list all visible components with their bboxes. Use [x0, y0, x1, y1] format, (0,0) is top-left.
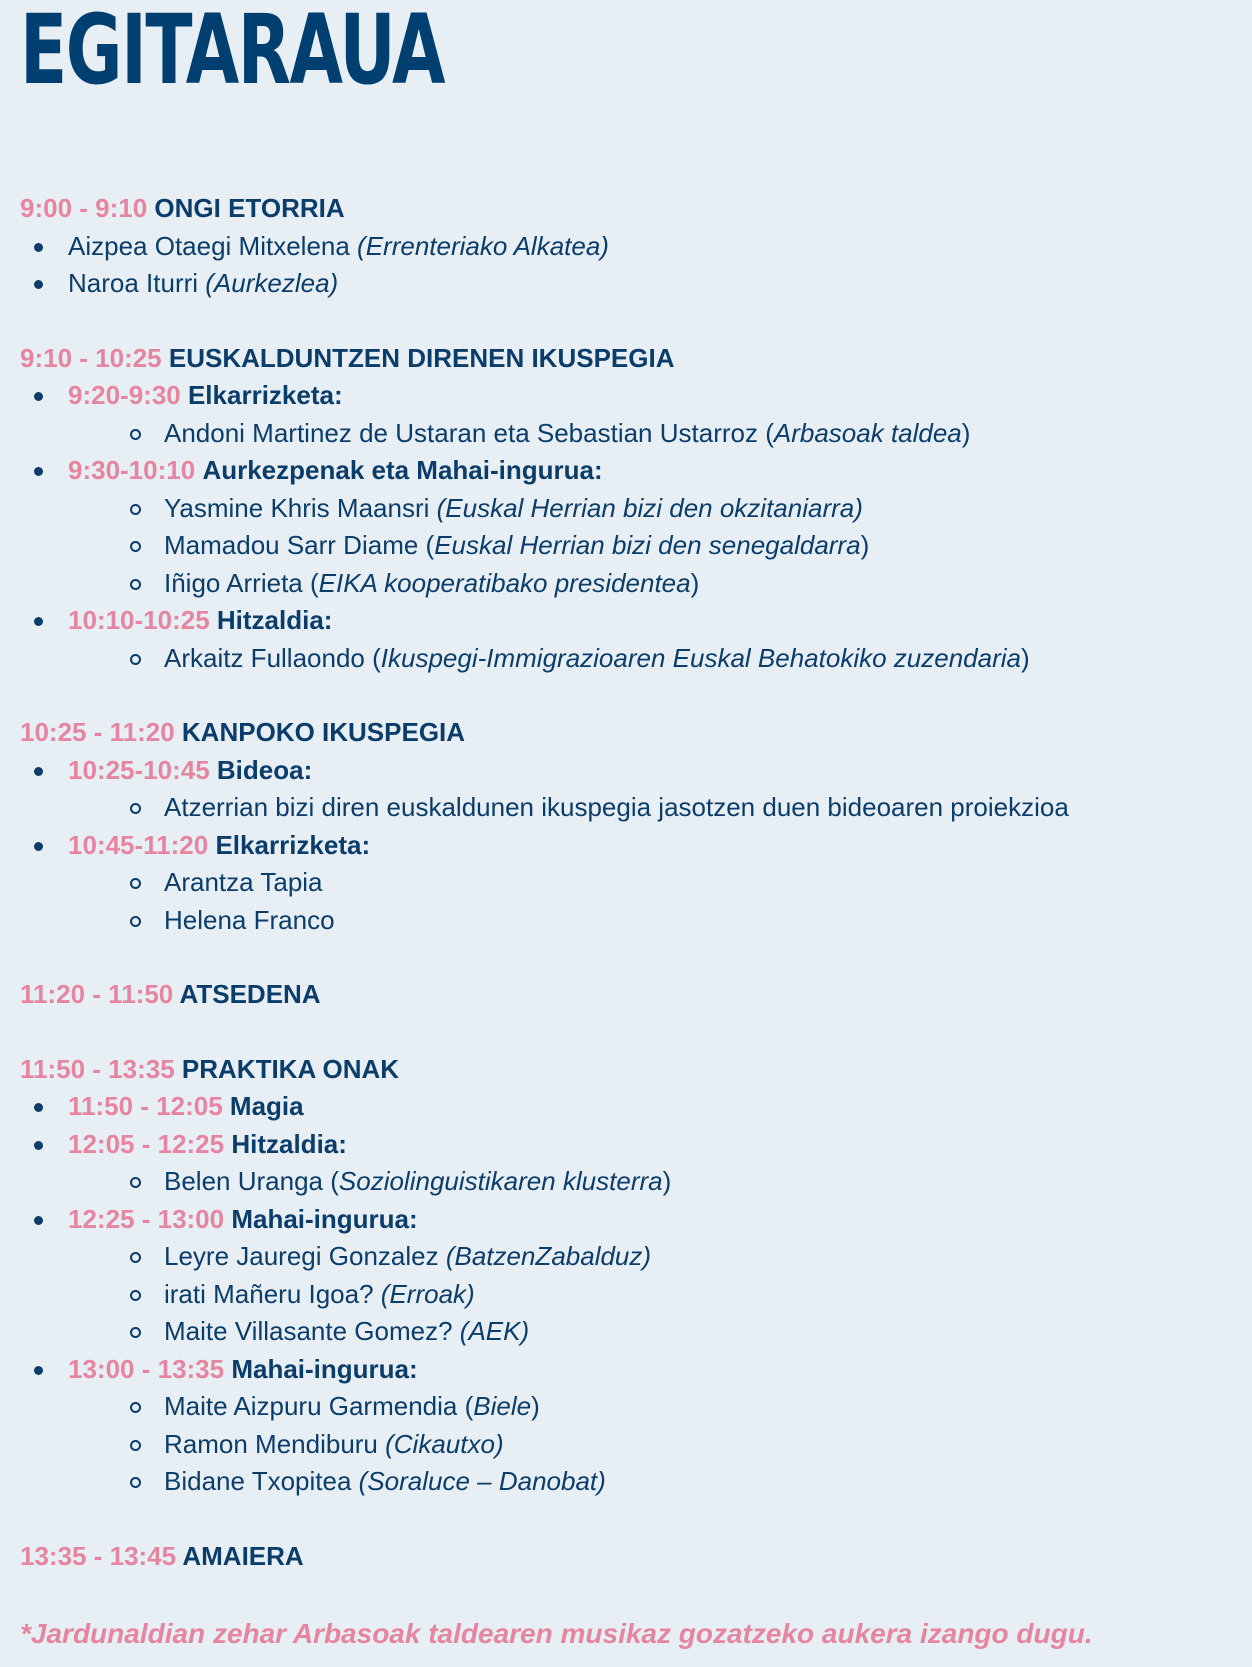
participant-name: Aizpea Otaegi Mitxelena — [68, 230, 358, 261]
session-list — [20, 1088, 1240, 1501]
session-time: 9:20-9:30 — [68, 380, 181, 410]
session-item — [20, 827, 1240, 940]
session-title: Hitzaldia: — [231, 1128, 347, 1159]
participant-close: ) — [662, 1166, 672, 1196]
section-heading — [20, 714, 1240, 752]
participant-item — [68, 415, 1240, 453]
section-title: AMAIERA — [182, 1540, 304, 1571]
section-time: 11:50 - 13:35 — [20, 1053, 175, 1084]
participant-role: Biele — [473, 1391, 532, 1421]
section-title: ATSEDENA — [179, 979, 321, 1009]
participant-item — [68, 1463, 1240, 1501]
participant-close: ) — [690, 567, 700, 598]
participant-list — [68, 415, 1240, 453]
schedule-section — [20, 976, 1240, 1014]
section-heading — [20, 190, 1240, 228]
participant-name: Naroa Iturri — [68, 268, 206, 298]
session-item — [20, 377, 1240, 452]
session-list — [20, 377, 1240, 677]
participant-close: ) — [961, 417, 971, 448]
participant-role: (Erroak) — [380, 1278, 475, 1309]
section-title: ONGI ETORRIA — [154, 193, 345, 223]
session-item — [20, 1126, 1240, 1201]
participant-list — [68, 864, 1240, 939]
participant-name: Ramon Mendiburu — [164, 1428, 386, 1459]
participant-item — [68, 1163, 1240, 1201]
participant-item — [68, 1426, 1240, 1464]
participant-item — [68, 565, 1240, 603]
session-time: 13:00 - 13:35 — [68, 1353, 225, 1384]
participant-item — [20, 228, 1240, 266]
section-heading — [20, 340, 1240, 378]
schedule-section — [20, 190, 1240, 303]
footnote: *Jardunaldian zehar Arbasoak taldearen musikaz gozatzeko aukera izango dugu. — [20, 1618, 1093, 1649]
page-title: EGITARAUA — [20, 0, 445, 106]
participant-role: Ikuspegi-Immigrazioaren Euskal Behatokiko zuzendaria — [380, 642, 1021, 673]
participant-name: Arkaitz Fullaondo ( — [164, 642, 381, 673]
participant-list — [68, 789, 1240, 827]
session-time: 10:25-10:45 — [68, 754, 210, 785]
participant-name: Iñigo Arrieta ( — [164, 567, 319, 598]
schedule-section — [20, 340, 1240, 678]
session-list — [20, 752, 1240, 940]
participant-role: (Soraluce – Danobat) — [358, 1466, 606, 1496]
participant-role: EIKA kooperatibako presidentea — [318, 567, 691, 598]
participant-close: ) — [860, 530, 870, 560]
participant-name: Andoni Martinez de Ustaran eta Sebastian Ustarroz ( — [164, 417, 774, 448]
participant-name: Maite Aizpuru Garmendia ( — [164, 1391, 474, 1421]
session-time: 12:25 - 13:00 — [68, 1203, 225, 1234]
participant-name: Maite Villasante Gomez? — [164, 1316, 460, 1346]
participant-item — [68, 1388, 1240, 1426]
participant-name: Helena Franco — [164, 904, 335, 935]
participant-name: Arantza Tapia — [164, 867, 323, 897]
participant-name: Yasmine Khris Maansri — [164, 492, 437, 523]
participant-role: Soziolinguistikaren klusterra — [338, 1166, 663, 1196]
section-heading — [20, 976, 1240, 1014]
schedule-section — [20, 714, 1240, 939]
participant-name: irati Mañeru Igoa? — [164, 1278, 381, 1309]
participant-list — [68, 1163, 1240, 1201]
section-title: KANPOKO IKUSPEGIA — [181, 717, 466, 747]
section-heading — [20, 1538, 1240, 1576]
participant-list — [68, 1238, 1240, 1351]
session-item — [20, 1201, 1240, 1351]
session-title: Mahai-ingurua: — [231, 1203, 418, 1234]
section-time: 10:25 - 11:20 — [20, 717, 175, 747]
schedule — [20, 190, 1240, 1612]
section-time: 9:00 - 9:10 — [20, 193, 148, 223]
participant-role: Euskal Herrian bizi den senegaldarra — [434, 530, 861, 560]
participant-close: ) — [531, 1391, 540, 1421]
participant-item — [68, 902, 1240, 940]
participant-list — [68, 490, 1240, 603]
session-item — [20, 1088, 1240, 1126]
participant-name: Leyre Jauregi Gonzalez — [164, 1241, 446, 1271]
participant-close: ) — [1020, 642, 1030, 673]
session-item — [20, 602, 1240, 677]
participant-role: (AEK) — [459, 1316, 530, 1346]
section-heading — [20, 1051, 1240, 1089]
participant-role: (Aurkezlea) — [205, 268, 339, 298]
participant-item — [68, 1238, 1240, 1276]
section-time: 9:10 - 10:25 — [20, 342, 162, 373]
participant-item — [68, 490, 1240, 528]
participant-name: Belen Uranga ( — [164, 1166, 339, 1196]
participant-name: Atzerrian bizi diren euskaldunen ikuspegia jasotzen duen bideoaren proiekzioa — [164, 792, 1069, 822]
participant-list — [20, 228, 1240, 303]
participant-name: Bidane Txopitea — [164, 1466, 359, 1496]
session-title: Aurkezpenak eta Mahai-ingurua: — [202, 455, 603, 485]
section-title: PRAKTIKA ONAK — [181, 1053, 400, 1084]
section-title: EUSKALDUNTZEN DIRENEN IKUSPEGIA — [168, 342, 675, 373]
session-title: Elkarrizketa: — [215, 829, 371, 860]
session-title: Mahai-ingurua: — [231, 1353, 418, 1384]
session-time: 12:05 - 12:25 — [68, 1128, 225, 1159]
session-title: Elkarrizketa: — [187, 380, 343, 410]
session-time: 10:10-10:25 — [68, 605, 210, 635]
participant-item — [68, 864, 1240, 902]
section-time: 13:35 - 13:45 — [20, 1540, 177, 1571]
participant-role: (Errenteriako Alkatea) — [357, 230, 609, 261]
session-title: Magia — [229, 1091, 304, 1121]
session-time: 9:30-10:10 — [68, 455, 196, 485]
session-title: Bideoa: — [216, 754, 313, 785]
participant-item — [68, 527, 1240, 565]
participant-name: Mamadou Sarr Diame ( — [164, 530, 435, 560]
participant-item — [68, 640, 1240, 678]
section-time: 11:20 - 11:50 — [20, 979, 174, 1009]
participant-role: (BatzenZabalduz) — [445, 1241, 652, 1271]
participant-item — [20, 265, 1240, 303]
participant-role: Arbasoak taldea — [773, 417, 962, 448]
participant-list — [68, 1388, 1240, 1501]
participant-list — [68, 640, 1240, 678]
session-item — [20, 752, 1240, 827]
participant-item — [68, 1313, 1240, 1351]
session-item — [20, 452, 1240, 602]
participant-item — [68, 1276, 1240, 1314]
schedule-section — [20, 1538, 1240, 1576]
session-time: 10:45-11:20 — [68, 829, 209, 860]
session-time: 11:50 - 12:05 — [68, 1091, 223, 1121]
schedule-section — [20, 1051, 1240, 1501]
session-item — [20, 1351, 1240, 1501]
session-title: Hitzaldia: — [216, 605, 333, 635]
participant-role: (Cikautxo) — [385, 1428, 504, 1459]
participant-item — [68, 789, 1240, 827]
participant-role: (Euskal Herrian bizi den okzitaniarra) — [436, 492, 863, 523]
